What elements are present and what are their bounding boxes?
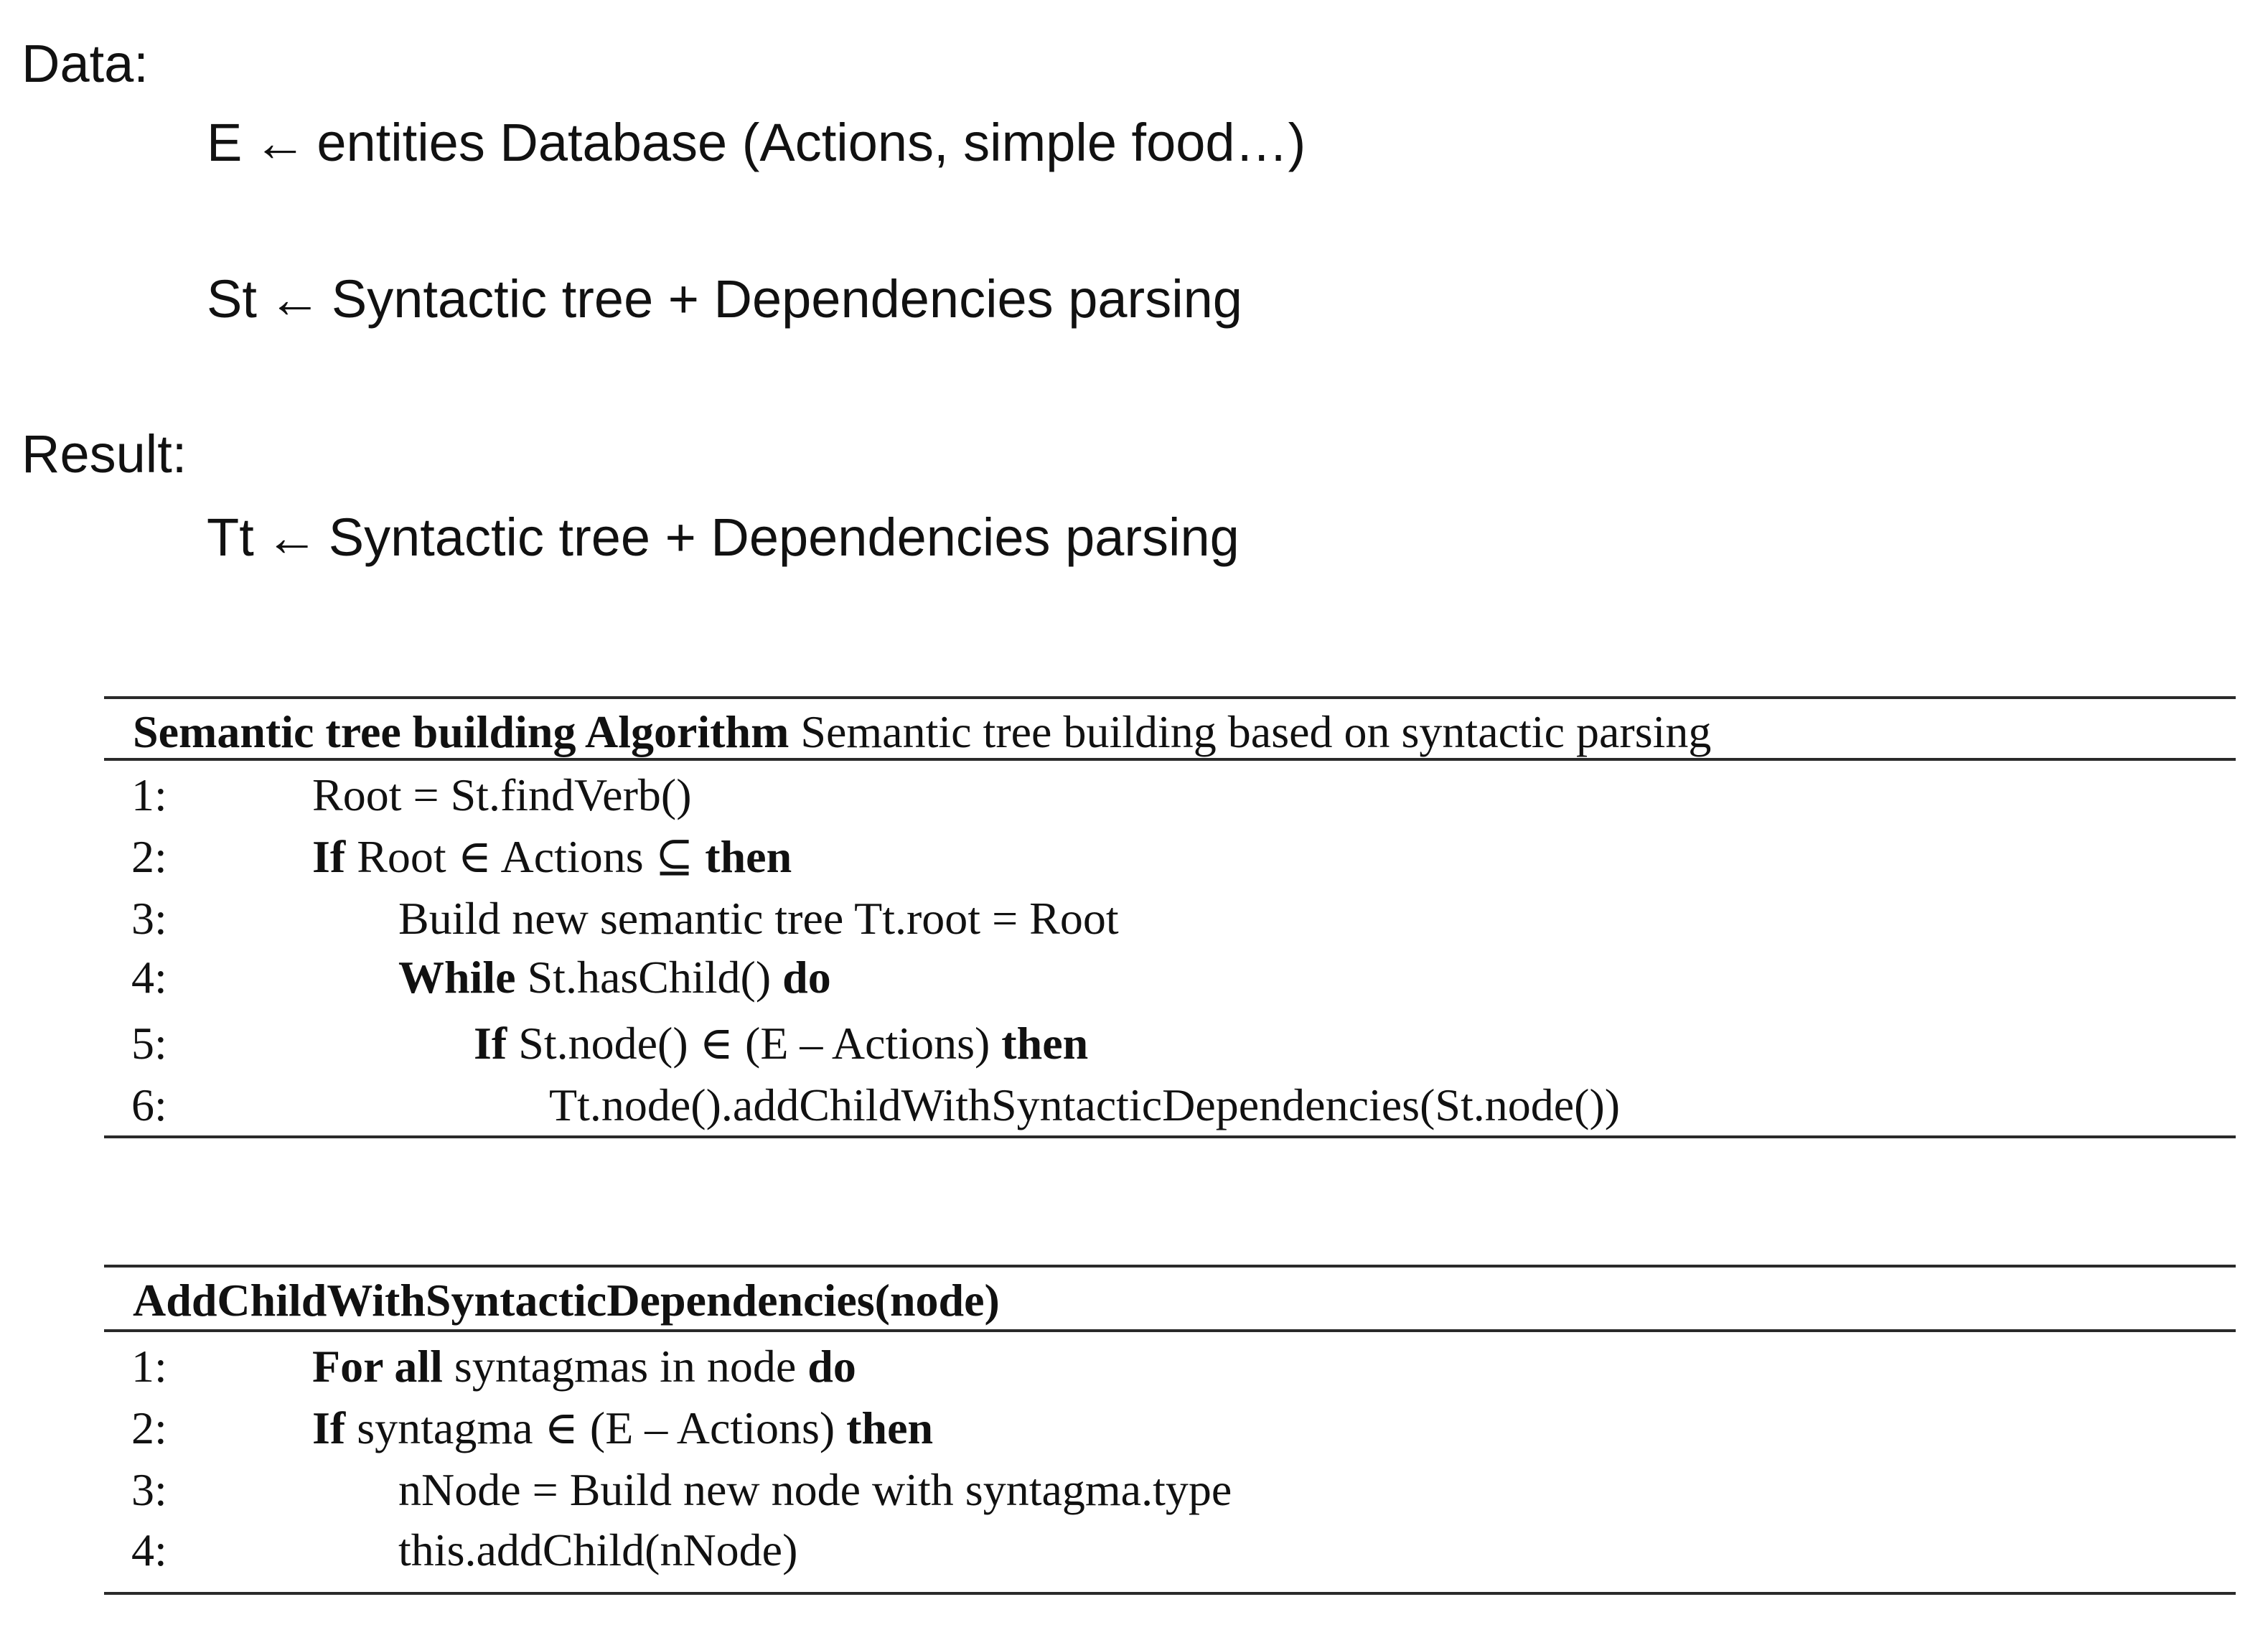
line-lhs: St xyxy=(207,269,257,329)
result-label: Result: xyxy=(22,424,187,484)
line-code xyxy=(398,1524,798,1575)
keyword: While xyxy=(398,952,516,1003)
algorithm-title-bold: Semantic tree building Algorithm xyxy=(133,706,789,757)
bottom-rule xyxy=(104,1592,2236,1595)
keyword: If xyxy=(312,831,346,882)
code-text: Root = St.findVerb() xyxy=(312,769,692,820)
header-rule xyxy=(104,1329,2236,1332)
data-line-syntactic-tree xyxy=(207,269,1242,329)
line-code xyxy=(312,1402,934,1453)
algorithm-line xyxy=(131,952,831,1003)
line-number: 1: xyxy=(131,1341,167,1392)
data-line-entities xyxy=(207,113,1306,172)
left-arrow-icon: ← xyxy=(268,269,322,329)
line-code xyxy=(398,893,1119,944)
line-lhs: Tt xyxy=(207,507,254,567)
line-code xyxy=(312,769,692,820)
code-text: syntagmas in node xyxy=(442,1341,808,1392)
algorithm-title-bold: AddChildWithSyntacticDependencies(node) xyxy=(133,1275,1000,1326)
algorithm-add-child xyxy=(104,1265,2236,1602)
bottom-rule xyxy=(104,1135,2236,1138)
line-number: 4: xyxy=(131,1524,167,1575)
code-text: St.node() ∈ (E – Actions) xyxy=(507,1018,1002,1069)
result-line-tree xyxy=(207,507,1240,567)
algorithm-title-rest: Semantic tree building based on syntactic parsing xyxy=(789,706,1712,757)
line-number: 3: xyxy=(131,893,167,944)
data-label: Data: xyxy=(22,34,149,93)
code-text: St.hasChild() xyxy=(515,952,783,1003)
line-code xyxy=(398,1464,1232,1515)
algorithm-line xyxy=(131,893,1119,944)
line-number: 5: xyxy=(131,1018,167,1069)
top-rule xyxy=(104,696,2236,699)
keyword: For all xyxy=(312,1341,443,1392)
code-text: this.addChild(nNode) xyxy=(398,1524,798,1575)
line-code xyxy=(549,1079,1621,1130)
keyword: do xyxy=(782,952,831,1003)
line-number: 3: xyxy=(131,1464,167,1515)
header-rule xyxy=(104,758,2236,761)
top-rule xyxy=(104,1265,2236,1268)
algorithm-title xyxy=(133,1275,1000,1326)
line-number: 2: xyxy=(131,831,167,882)
keyword: If xyxy=(474,1018,507,1069)
line-number: 6: xyxy=(131,1079,167,1130)
algorithm-line xyxy=(131,831,792,882)
algorithm-title xyxy=(133,706,1712,757)
algorithm-semantic-tree-building xyxy=(104,696,2236,1141)
algorithm-line xyxy=(131,1402,934,1453)
keyword: then xyxy=(1001,1018,1089,1069)
line-code xyxy=(312,831,792,882)
line-number: 1: xyxy=(131,769,167,820)
line-rhs: Syntactic tree + Dependencies parsing xyxy=(331,269,1242,329)
line-lhs: E xyxy=(207,113,243,172)
line-rhs: entities Database (Actions, simple food…) xyxy=(317,113,1306,172)
line-number: 2: xyxy=(131,1402,167,1453)
algorithm-line xyxy=(131,1079,1621,1130)
keyword: then xyxy=(846,1402,934,1453)
line-rhs: Syntactic tree + Dependencies parsing xyxy=(328,507,1240,567)
left-arrow-icon: ← xyxy=(253,113,307,172)
line-code xyxy=(398,952,831,1003)
line-code xyxy=(312,1341,856,1392)
code-text: nNode = Build new node with syntagma.type xyxy=(398,1464,1232,1515)
algorithm-line xyxy=(131,1464,1232,1515)
code-text: Tt.node().addChildWithSyntacticDependencies(St.node()) xyxy=(549,1079,1621,1130)
keyword: then xyxy=(705,831,792,882)
left-arrow-icon: ← xyxy=(265,507,319,567)
code-text: Root ∈ Actions ⊆ xyxy=(345,831,706,882)
line-number: 4: xyxy=(131,952,167,1003)
line-code xyxy=(474,1018,1089,1069)
code-text: Build new semantic tree Tt.root = Root xyxy=(398,893,1119,944)
keyword: If xyxy=(312,1402,346,1453)
keyword: do xyxy=(807,1341,856,1392)
algorithm-line xyxy=(131,1018,1089,1069)
algorithm-line xyxy=(131,769,692,820)
algorithm-line xyxy=(131,1341,856,1392)
algorithm-line xyxy=(131,1524,798,1575)
code-text: syntagma ∈ (E – Actions) xyxy=(345,1402,847,1453)
